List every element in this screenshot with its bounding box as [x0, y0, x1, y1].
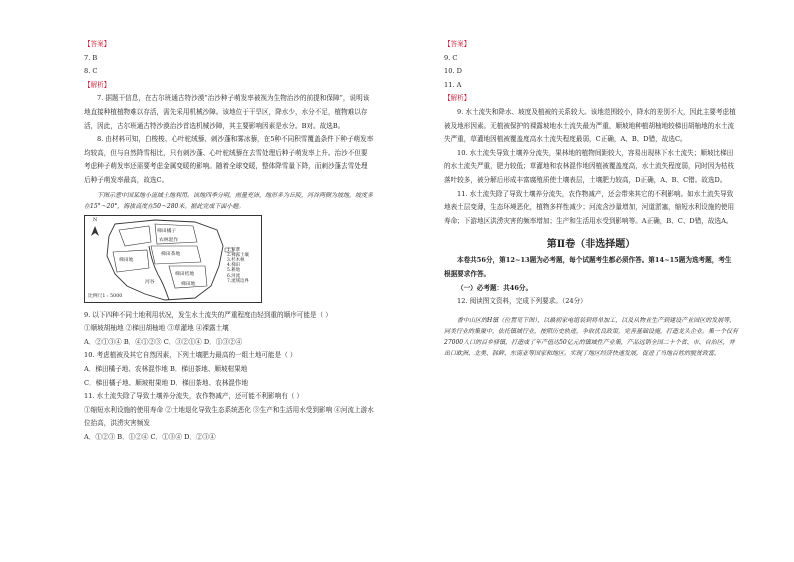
right-column	[444, 38, 738, 365]
question-line: ①顺坡胡柚地 ②梯田胡柚地 ③草灌地 ④裸露土壤	[84, 324, 229, 333]
legend-item: 3.杉木林	[227, 257, 245, 263]
legend-item: 2.裸露土壤	[227, 252, 249, 258]
figure-intro: 下图示意中国某地小流域土地利用。该地四季分明，雨量充沛，地形多为丘陵，河谷两侧为坡地，坡度多在15°～20°，海拔高度在50～280米。据此完成下面小题。	[84, 191, 374, 210]
answer-line: 7. B	[84, 53, 98, 62]
map-label: 河谷	[145, 279, 155, 285]
map-label: 农林混作	[159, 237, 179, 243]
analysis-label: 【解析】	[444, 94, 471, 103]
question-12-text: 香中山区的H镇（位置见下图），以最初家电组装到将单加工，以及从物业生产到建设产业园区的发展等，同类行业的集聚中，依托镇域行业，按照历史轨迹，争取优良政策，完善基础设施，打造龙头企业。集一个仅有27000人口的百乡驿镇，打造成了年产值达50亿元的镇域性产业集，产品远销全国二十个省、市、自治区，并出口欧洲、北美、韩鲜、东南亚等国家和地区。实现了地区经济快速发展，促进了当地百姓的脱贫致富。	[444, 316, 739, 357]
question-line: A．①②③ B．①②④ C．①③④ D．②③④	[84, 432, 216, 441]
question-line: ①缩短水利设施的使用寿命 ②土地退化导致生态系统恶化 ③生产和生活用水受到影响 ④河流上游水位抬高，洪涝灾害频发	[84, 405, 374, 428]
map-label: 梯田地	[181, 281, 196, 287]
legend-item: 4.梯田	[227, 263, 240, 269]
analysis-paragraph: 9. 水土流失和降水、坡度及植被的关系较大。该地范围较小，降水的差别不大，因此主要考虑植被及地形因素。无植被保护的裸露坡地水土流失最为严重，顺坡地种植胡柚地较梯田胡柚地的水土流失严重，草灌地因植被覆盖度高水土流失程度最弱，C正确，A、B、D错，故选C。	[444, 107, 736, 144]
question-line: C．梯田橘子地、顺坡柑果地 D．梯田茶地、农林混作地	[84, 378, 249, 387]
part-label: （一）必考题：共46分。	[457, 283, 533, 292]
analysis-paragraph: 7. 据题干信息，在古尔班通古特沙漠“治沙种子萌发率被视为生物治沙的前提和保障”，说明该地直接种植植物难以存活，需先采用机械沙障。该地位于干旱区，降水少，水分不足，植物难以存活，因此，古尔班通古特沙漠治沙首选机械沙障，其主要影响因素是水分。B对。故选B。	[84, 94, 370, 130]
analysis-paragraph: 10. 水土流失导致土壤养分流失，果林地的植物间距较大，容易出现林下水土流失；顺坡比梯田的水土流失严重，肥力较低；草灌地和农林混作地因植被覆盖度高，水土流失程度弱，同时因为枯枝落叶较多，被分解后形成丰富腐殖质使土壤表层，土壤肥力较高，D正确，A、B、C错。故选D。	[444, 148, 735, 184]
question-12-heading: 12. 阅读图文资料，完成下列要求。（24分）	[457, 297, 587, 306]
map-label: 梯田橘子	[157, 228, 177, 234]
north-arrow-label: N	[93, 217, 98, 223]
answer-label: 【答案】	[84, 40, 111, 48]
answer-line: 11. A	[444, 80, 462, 89]
legend-item: 5.耕地	[227, 268, 240, 274]
map-scale: 比例尺1 : 5000	[88, 293, 123, 299]
question-line: A．②①③④ B．④①②③ C．③②①④ D．①③②④	[84, 337, 243, 346]
question-line: 9. 以下四种不同土地利用状况，发生水土流失的严重程度由轻到重的顺序可能是（ ）	[84, 310, 332, 319]
analysis-paragraph: 8. 由材料可知，白梭梭、心叶驼绒藜、刺沙蓬和雾冰藜，在5种不同积雪覆盖条件下种子萌发率均较高，但与自然降雪相比，只有刺沙蓬、心叶驼绒藜在去雪处理后种子萌发率上升。治沙不但要考虑种子萌发率还需要考虑金属变暖的影响。随着全球变暖，整体降雪量下降，而刺沙蓬去雪处理后种子萌发率最高，故选C。	[84, 135, 374, 184]
legend-item: 6.河流	[227, 273, 240, 279]
map-label: 梯田茶地	[161, 251, 181, 257]
left-column	[84, 38, 374, 444]
section-description: 本卷共56分，第12~13题为必考题，每个试题考生都必须作答。第14~15题为选考题，考生根据要求作答。	[444, 256, 732, 278]
answer-line: 9. C	[444, 53, 458, 62]
map-label: 梯田桔地	[175, 271, 195, 277]
map-legend	[227, 248, 249, 284]
legend-item: 7.流域边界	[227, 278, 249, 284]
question-line: 10. 考虑植被及其它自然因素，下列土壤肥力最高的一组土地可能是（ ）	[84, 351, 297, 360]
question-line: A．梯田橘子地、农林混作地 B．梯田茶地、顺坡柑果地	[84, 364, 248, 373]
analysis-label: 【解析】	[84, 80, 111, 89]
map-label: 梯田地	[119, 257, 134, 263]
analysis-paragraph: 11. 水土流失除了导致土壤养分流失，农作物减产，还会带来其它的不利影响。如水土流失导致地表土层变薄，生态环境恶化，植物多样性减少；河流含沙量增加，河道淤塞，缩短水利设施的使用寿命；下游地区洪涝灾害的频率增加；生产和生活用水受到影响等。A正确，B、C、D错，故选A。	[444, 189, 735, 225]
answer-line: 8. C	[84, 67, 98, 76]
answer-line: 10. D	[444, 67, 462, 76]
question-line: 11. 水土流失除了导致土壤养分流失，农作物减产，还可能不利影响有（ ）	[84, 392, 304, 401]
answer-label: 【答案】	[444, 40, 471, 48]
land-use-map	[84, 215, 262, 303]
section-title: 第Ⅱ卷（非选择题）	[546, 239, 636, 251]
legend-item: 1.草蕈	[227, 247, 240, 253]
